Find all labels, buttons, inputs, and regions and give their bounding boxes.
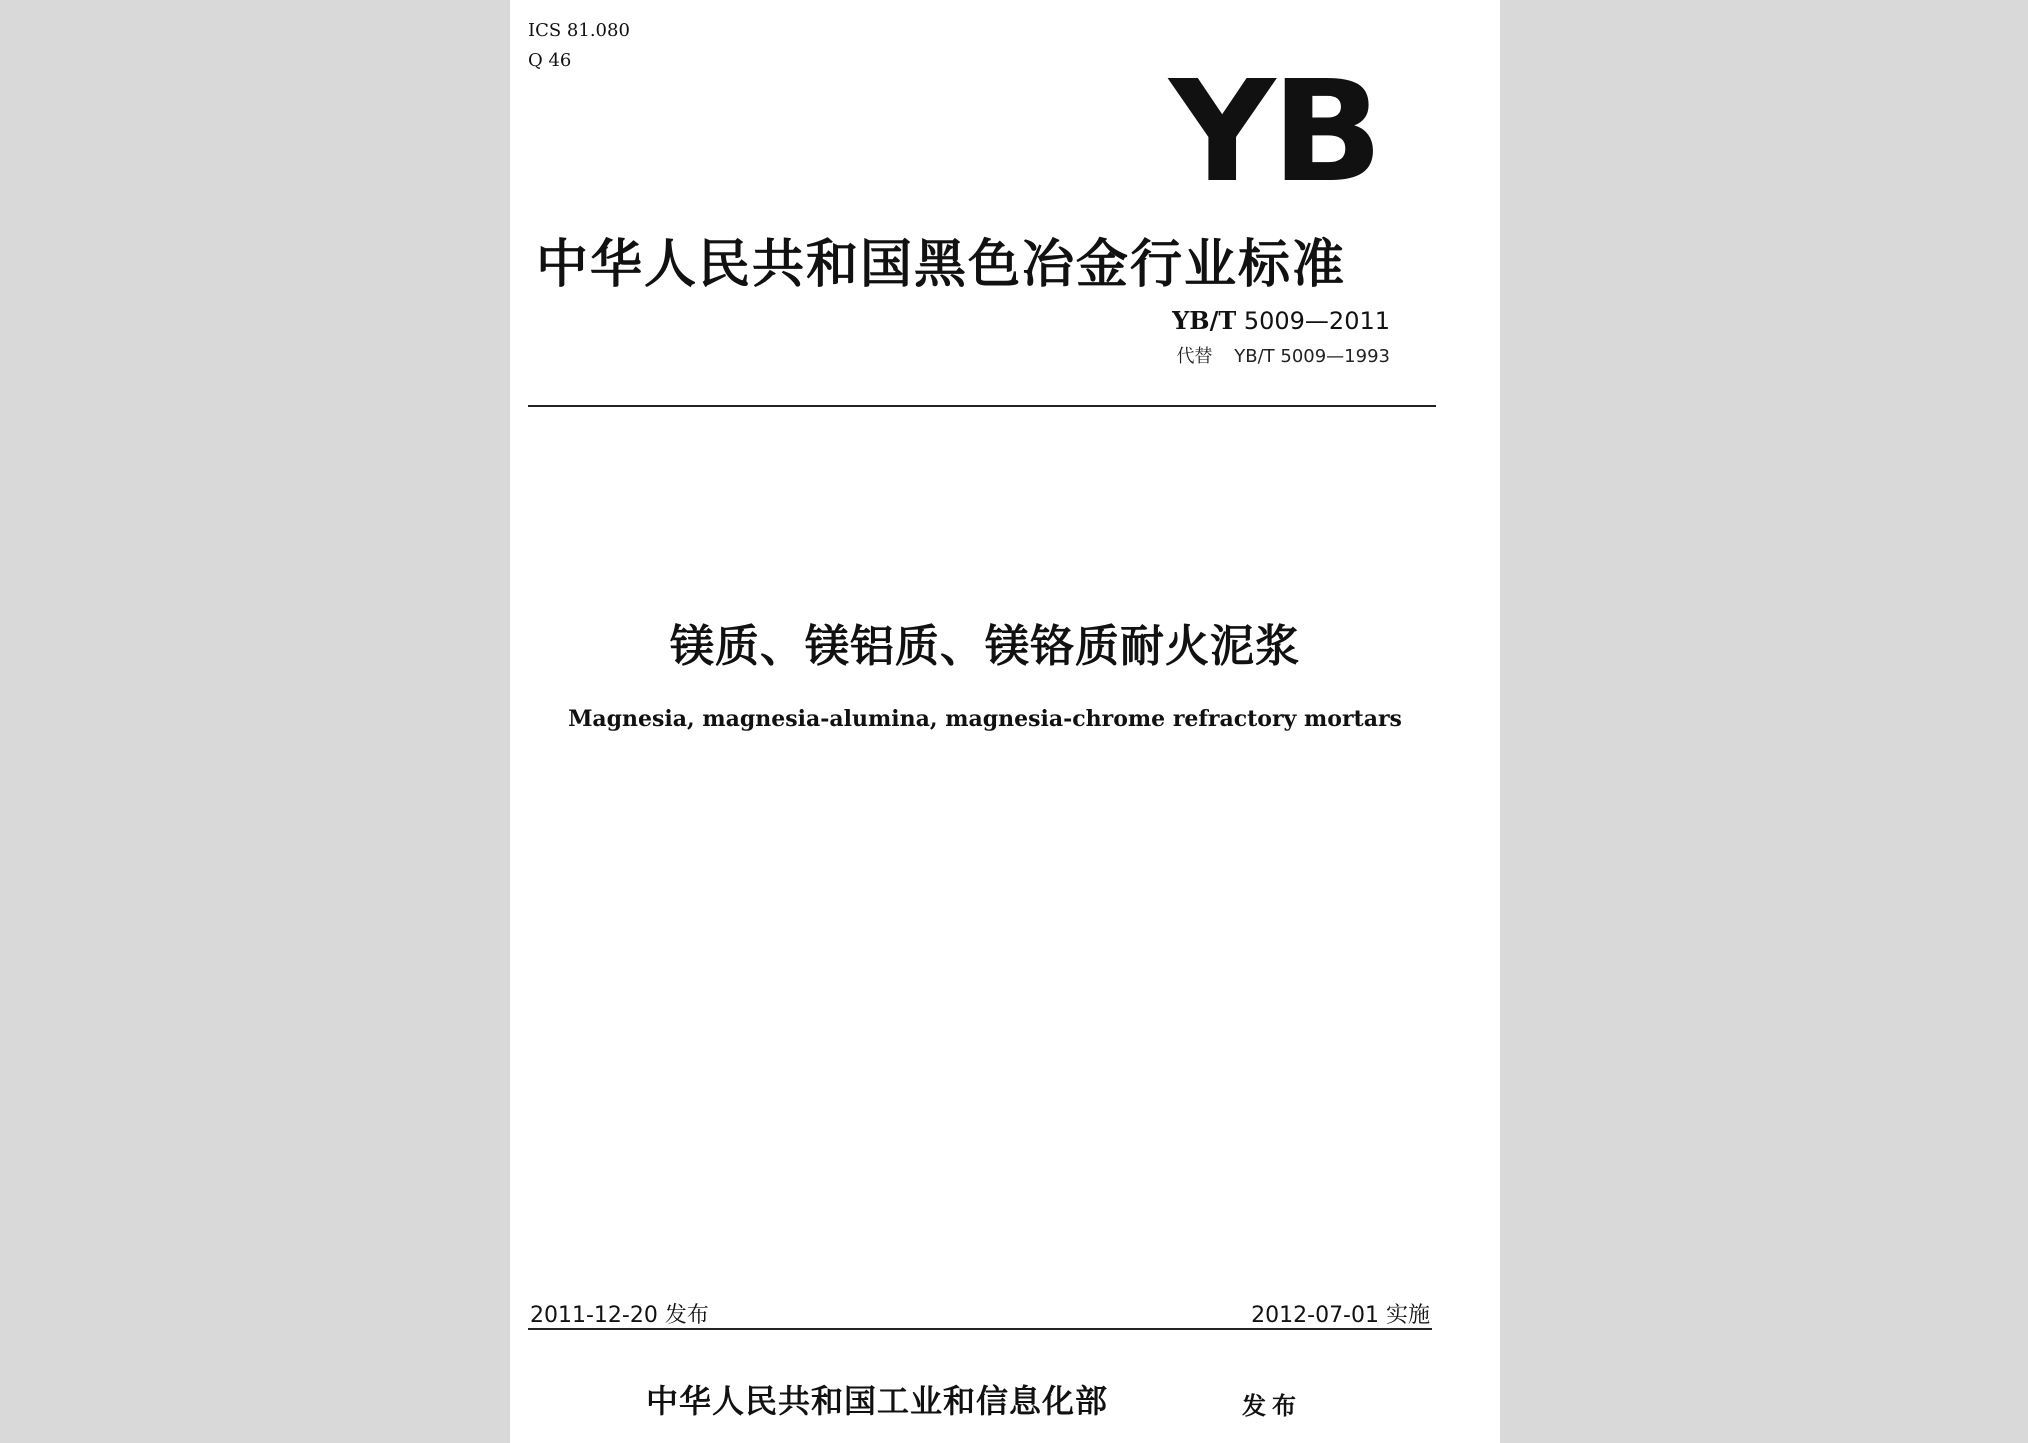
publisher-name: 中华人民共和国工业和信息化部: [646, 1382, 1109, 1420]
document-cover-page: [510, 0, 1500, 1443]
standard-number: [1172, 306, 1390, 335]
replaces-label: 代替: [1176, 346, 1213, 367]
top-divider: [528, 405, 1436, 407]
standard-number-prefix: YB/T: [1172, 306, 1237, 335]
implementation-date: 2012-07-01 实施: [1251, 1303, 1430, 1328]
yb-logo: YB: [1169, 51, 1380, 214]
ccs-code: Q 46: [528, 50, 572, 71]
bottom-divider: [528, 1328, 1432, 1330]
ics-code: ICS 81.080: [528, 20, 630, 41]
standard-number-value: 5009—2011: [1243, 307, 1390, 335]
document-title-english: Magnesia, magnesia-alumina, magnesia-chrome refractory mortars: [568, 706, 1402, 732]
classification-codes: [528, 16, 630, 76]
issue-date: 2011-12-20 发布: [530, 1303, 709, 1328]
standard-category-title: 中华人民共和国黑色冶金行业标准: [536, 235, 1347, 295]
replaces-number: YB/T 5009—1993: [1234, 346, 1390, 367]
replaces-standard: [1177, 342, 1390, 368]
publish-label: 发布: [1242, 1392, 1302, 1420]
document-title-chinese: 镁质、镁铝质、镁铬质耐火泥浆: [670, 621, 1300, 672]
